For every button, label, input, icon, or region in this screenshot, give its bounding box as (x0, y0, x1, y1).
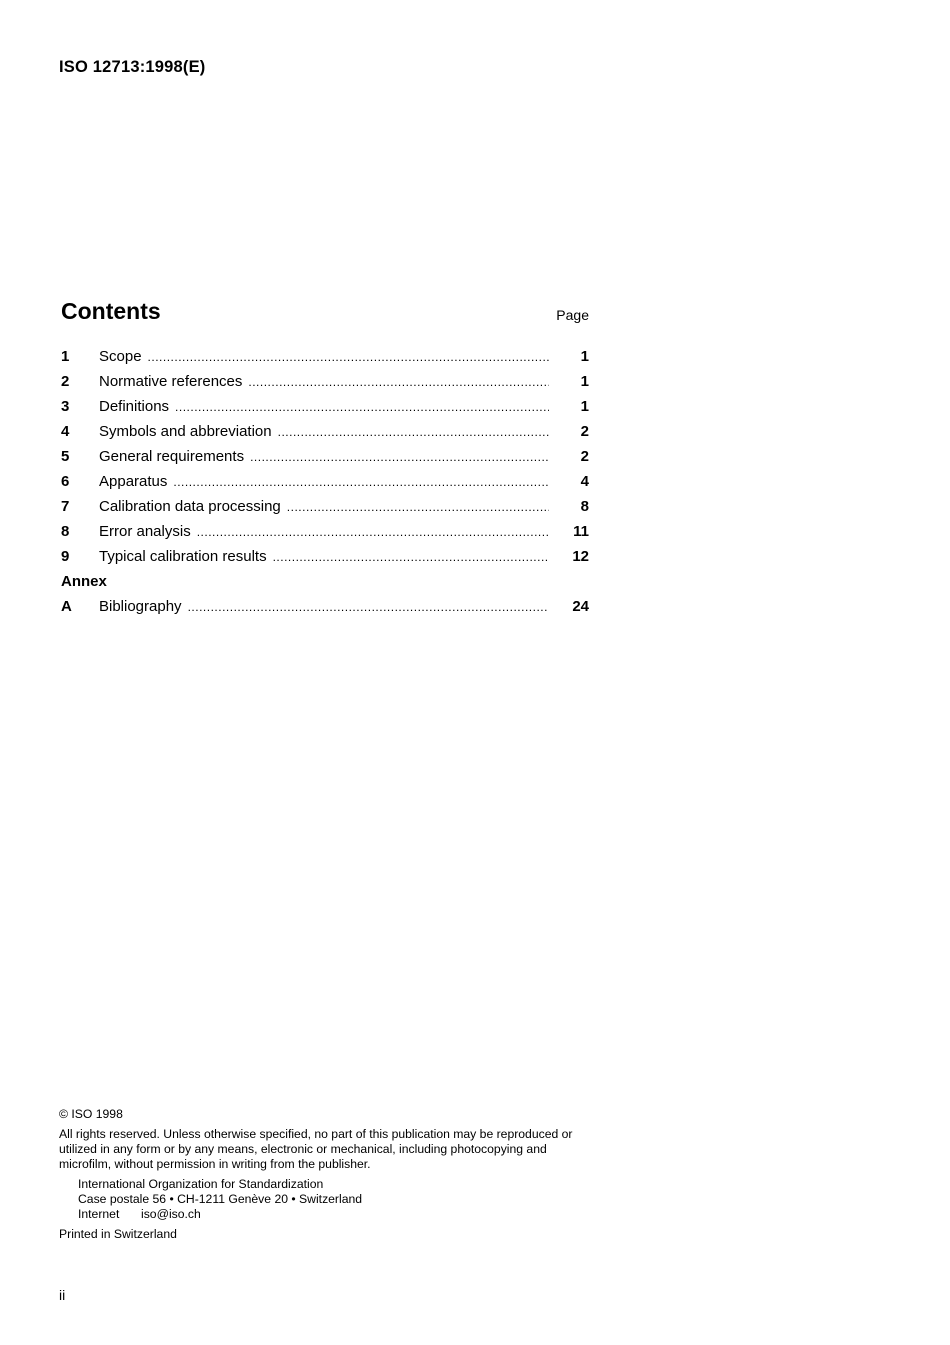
toc-entry-title: Error analysis (99, 523, 191, 540)
toc-entry-title: General requirements (99, 448, 245, 465)
toc-entry-number: 6 (61, 473, 70, 490)
toc-entry-number: 5 (61, 448, 70, 465)
internet-line (78, 1207, 594, 1222)
toc-dot-leader (248, 371, 549, 393)
toc-entry-title: Scope (99, 348, 142, 365)
annex-heading: Annex (61, 573, 107, 590)
toc-entry[interactable] (61, 496, 589, 521)
toc-entry[interactable] (61, 396, 589, 421)
toc-entry-number: 1 (61, 348, 70, 365)
rights-statement: All rights reserved. Unless otherwise specified, no part of this publication may be reproduced or utilized in any form or by any means, electronic or mechanical, including photocopying and microfilm, without permission in writing from the publisher. (59, 1127, 573, 1171)
toc-entry-title: Definitions (99, 398, 170, 415)
toc-dot-leader (197, 521, 549, 543)
toc-dot-leader (250, 446, 549, 468)
toc-entry[interactable] (61, 521, 589, 546)
toc-dot-leader (287, 496, 549, 518)
toc-entry-number: 4 (61, 423, 70, 440)
printed-in: Printed in Switzerland (59, 1227, 177, 1241)
toc-entry[interactable] (61, 421, 589, 446)
toc-annex-entry[interactable] (61, 596, 589, 621)
table-of-contents (61, 346, 589, 621)
toc-entry[interactable] (61, 471, 589, 496)
internet-email[interactable]: iso@iso.ch (141, 1207, 201, 1221)
internet-label: Internet (78, 1207, 120, 1221)
toc-entry[interactable] (61, 546, 589, 571)
toc-entry-number: 7 (61, 498, 70, 515)
organization-name: International Organization for Standardization (78, 1177, 324, 1191)
toc-entry-title: Normative references (99, 373, 243, 390)
toc-dot-leader (278, 421, 549, 443)
toc-entry-title: Calibration data processing (99, 498, 281, 515)
toc-entry-page: 12 (572, 548, 589, 565)
toc-entry[interactable] (61, 446, 589, 471)
publisher-address (59, 1177, 594, 1222)
toc-entry-page: 11 (573, 523, 589, 540)
toc-entry-page: 4 (580, 473, 589, 490)
page-number: ii (59, 1287, 66, 1303)
contents-heading: Contents (61, 298, 161, 324)
postal-address: Case postale 56 • CH-1211 Genève 20 • Switzerland (78, 1192, 363, 1206)
toc-dot-leader (175, 396, 549, 418)
toc-entry-title: Bibliography (99, 598, 182, 615)
toc-entry-page: 2 (580, 423, 589, 440)
toc-entry-page: 1 (580, 398, 589, 415)
document-id: ISO 12713:1998(E) (59, 58, 206, 76)
toc-entry-title: Apparatus (99, 473, 168, 490)
toc-entry-number: 9 (61, 548, 70, 565)
copyright-block (59, 1107, 594, 1242)
toc-entry-number: A (61, 598, 72, 615)
toc-entry-number: 2 (61, 373, 70, 390)
toc-dot-leader (188, 596, 549, 618)
toc-entry-number: 8 (61, 523, 70, 540)
toc-entry-title: Typical calibration results (99, 548, 267, 565)
toc-dot-leader (173, 471, 549, 493)
toc-entry[interactable] (61, 371, 589, 396)
toc-dot-leader (273, 546, 549, 568)
toc-entry-title: Symbols and abbreviation (99, 423, 272, 440)
toc-entry[interactable] (61, 346, 589, 371)
page-column-heading: Page (556, 307, 589, 323)
toc-entry-page: 8 (580, 498, 589, 515)
copyright-notice: © ISO 1998 (59, 1107, 123, 1121)
toc-dot-leader (148, 346, 549, 368)
toc-entry-number: 3 (61, 398, 70, 415)
toc-entry-page: 1 (580, 373, 589, 390)
toc-entry-page: 2 (580, 448, 589, 465)
toc-entry-page: 1 (580, 348, 589, 365)
toc-entry-page: 24 (572, 598, 589, 615)
